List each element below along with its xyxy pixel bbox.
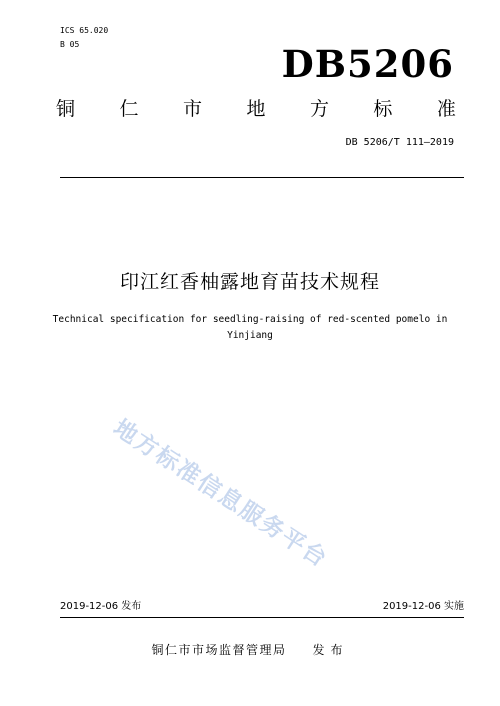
standard-number: DB 5206/T 111—2019 [345,137,454,148]
watermark-text: 地方标准信息服务平台 [108,415,333,573]
document-title-chinese: 印江红香柚露地育苗技术规程 [119,271,380,293]
bottom-divider [60,617,464,618]
implementation-date: 2019-12-06 实施 [382,601,464,612]
issuer-title-char: 市 [182,98,202,120]
ics-code: ICS 65.020 [60,26,109,35]
issuer-title-char: 铜 [56,98,76,120]
issuer-title-char: 方 [309,98,329,120]
english-title-line: Technical specification for seedling-raising of red-scented pomelo in [52,314,448,325]
issue-date: 2019-12-06 发布 [60,601,142,612]
issuer-title-char: 地 [246,98,266,120]
db-standard-code: DB5206 [281,42,454,86]
ccs-code: B 05 [60,40,80,49]
issuer-title-char: 标 [373,98,393,120]
top-divider [60,177,464,178]
english-title-line: Yinjiang [227,330,273,341]
issuer-title-char: 准 [436,98,456,120]
issuer-title [56,96,456,122]
document-title-english [30,312,470,344]
release-label: 发布 [312,643,349,657]
issuer-footer [0,641,500,659]
issuing-organization: 铜仁市市场监督管理局 [151,643,287,657]
issuer-title-char: 仁 [119,98,139,120]
